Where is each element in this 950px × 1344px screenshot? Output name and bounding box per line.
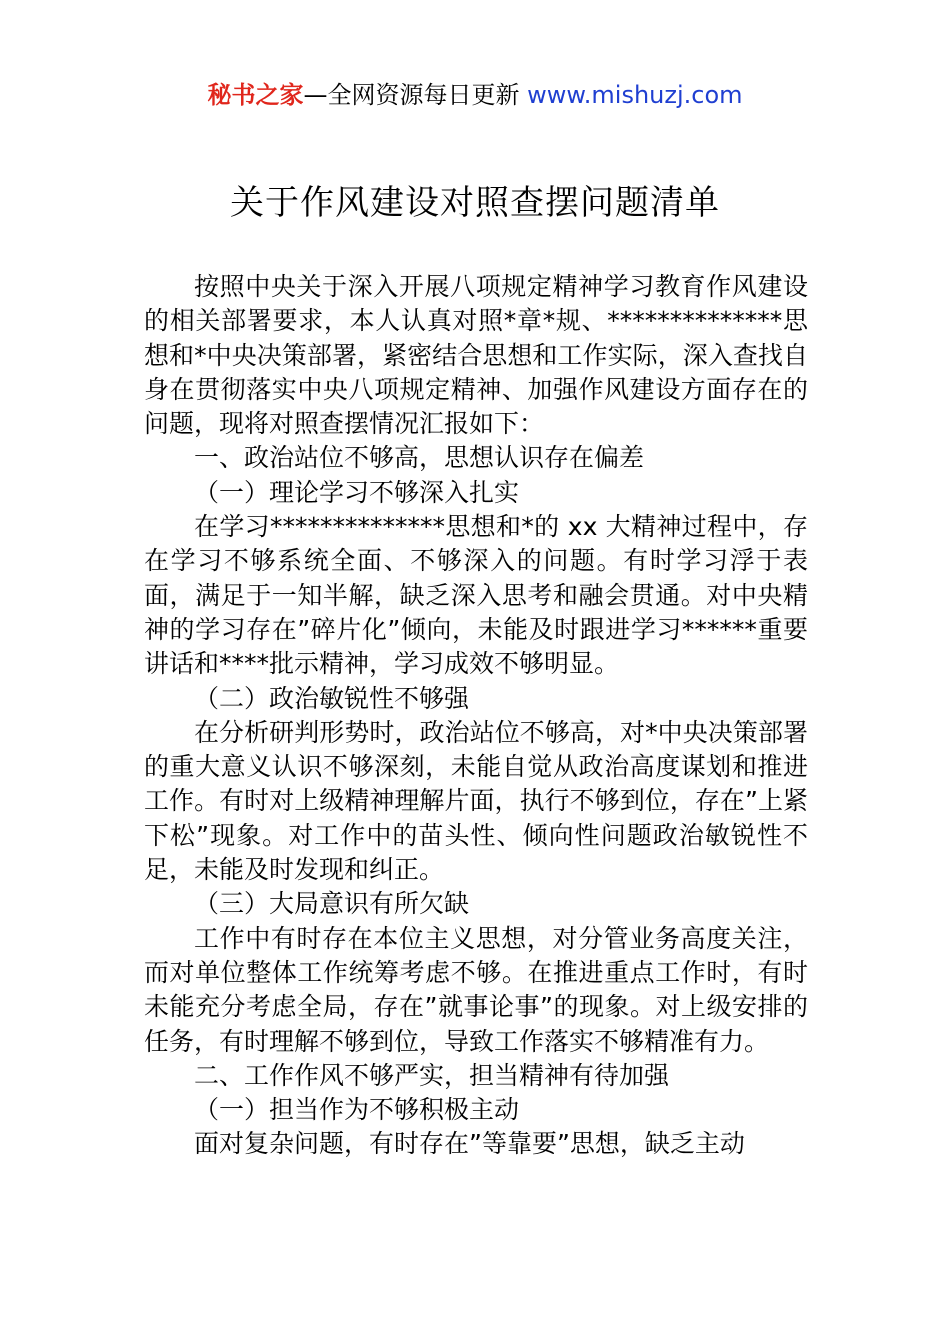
paragraph-1: 在学习**************思想和*的 xx 大精神过程中，存在学习不够系统全面、不够深入的问题。有时学习浮于表面，满足于一知半解，缺乏深入思考和融会贯通。对中央精神的学习存在”碎片化”倾向，未能及时跟进学习******重要讲话和****批示精神，学习成效不够明显。 xyxy=(144,512,808,679)
subsection-heading-1-1: （一）理论学习不够深入扎实 xyxy=(194,477,520,507)
site-url-link[interactable]: www.mishuzj.com xyxy=(527,81,743,109)
paragraph-2: 在分析研判形势时，政治站位不够高，对*中央决策部署的重大意义认识不够深刻，未能自觉从政治高度谋划和推进工作。有时对上级精神理解片面，执行不够到位，存在”上紧下松”现象。对工作中的苗头性、倾向性问题政治敏锐性不足，未能及时发现和纠正。 xyxy=(144,717,808,885)
subsection-heading-1-2: （二）政治敏锐性不够强 xyxy=(194,683,470,713)
document-title: 关于作风建设对照查摆问题清单 xyxy=(230,183,720,223)
document-body xyxy=(144,270,808,1162)
paragraph-3: 工作中有时存在本位主义思想，对分管业务高度关注，而对单位整体工作统筹考虑不够。在推进重点工作时，有时未能充分考虑全局，存在”就事论事”的现象。对上级安排的任务，有时理解不够到位，导致工作落实不够精准有力。 xyxy=(144,923,808,1056)
subsection-heading-2-1: （一）担当作为不够积极主动 xyxy=(194,1095,520,1125)
site-tagline: —全网资源每日更新 xyxy=(303,81,528,109)
site-header xyxy=(0,78,950,112)
section-heading-1: 一、政治站位不够高，思想认识存在偏差 xyxy=(194,443,645,473)
intro-paragraph: 按照中央关于深入开展八项规定精神学习教育作风建设的相关部署要求，本人认真对照*章*规、**************思想和*中央决策部署，紧密结合思想和工作实际，深入查找自身在贯彻落实中央八项规定精神、加强作风建设方面存在的问题，现将对照查摆情况汇报如下： xyxy=(144,272,808,439)
site-brand: 秘书之家 xyxy=(207,81,304,109)
paragraph-4: 面对复杂问题，有时存在”等靠要”思想，缺乏主动 xyxy=(194,1129,745,1159)
section-heading-2: 二、工作作风不够严实，担当精神有待加强 xyxy=(194,1060,670,1090)
subsection-heading-1-3: （三）大局意识有所欠缺 xyxy=(194,889,470,919)
